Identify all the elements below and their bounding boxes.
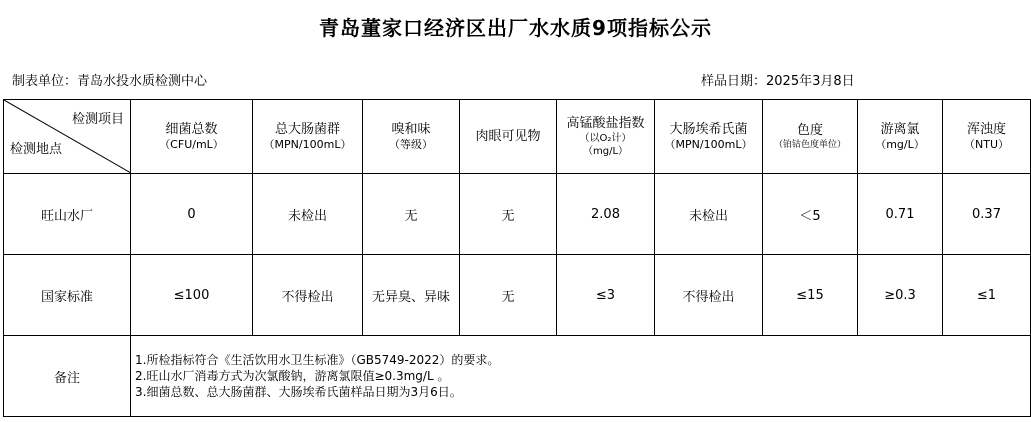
- table-cell: ＜5: [763, 174, 858, 255]
- corner-bottom-label: 检测地点: [10, 142, 63, 157]
- col-header-color: 色度 （铂钴色度单位）: [763, 100, 858, 174]
- table-cell: 不得检出: [253, 255, 363, 336]
- table-cell: 0.71: [858, 174, 943, 255]
- table-row: [4, 174, 1031, 255]
- table-cell: 无: [363, 174, 460, 255]
- col-header-permanganate: 高锰酸盐指数 （以O₂计） （mg/L）: [557, 100, 655, 174]
- col-header-ecoli: 大肠埃希氏菌 （MPN/100mL）: [655, 100, 763, 174]
- table-cell: 未检出: [253, 174, 363, 255]
- col-header-odor: 嗅和味 （等级）: [363, 100, 460, 174]
- col-header-turbidity: 浑浊度 （NTU）: [943, 100, 1031, 174]
- table-cell: ≤15: [763, 255, 858, 336]
- issuing-unit: 制表单位：青岛水投水质检测中心: [12, 74, 208, 89]
- note-line: 3.细菌总数、总大肠菌群、大肠埃希氏菌样品日期为3月6日。: [135, 385, 462, 399]
- table-cell: 2.08: [557, 174, 655, 255]
- col-header-bacteria: 细菌总数 （CFU/mL）: [131, 100, 253, 174]
- row-location: 旺山水厂: [4, 174, 131, 255]
- notes-row: [4, 336, 1031, 417]
- table-cell: 无异臭、异味: [363, 255, 460, 336]
- table-cell: 0: [131, 174, 253, 255]
- table-cell: ≥0.3: [858, 255, 943, 336]
- page-title: 青岛董家口经济区出厂水水质9项指标公示: [319, 16, 712, 40]
- table-row: [4, 255, 1031, 336]
- row-location: 国家标准: [4, 255, 131, 336]
- col-header-coliform: 总大肠菌群 （MPN/100mL）: [253, 100, 363, 174]
- corner-header-cell: [4, 100, 131, 174]
- table-cell: 未检出: [655, 174, 763, 255]
- sample-date: 样品日期：2025年3月8日: [701, 74, 855, 89]
- table-cell: 无: [460, 255, 557, 336]
- water-quality-table: [3, 99, 1031, 417]
- table-cell: 无: [460, 174, 557, 255]
- table-header-row: [4, 100, 1031, 174]
- notes-label: 备注: [4, 336, 131, 417]
- col-header-visible-matter: 肉眼可见物: [460, 100, 557, 174]
- table-cell: 不得检出: [655, 255, 763, 336]
- notes-content: [131, 336, 1031, 417]
- table-cell: ≤3: [557, 255, 655, 336]
- corner-top-label: 检测项目: [71, 112, 124, 127]
- table-cell: ≤1: [943, 255, 1031, 336]
- note-line: 1.所检指标符合《生活饮用水卫生标准》（GB5749-2022）的要求。: [135, 353, 500, 367]
- table-cell: 0.37: [943, 174, 1031, 255]
- table-cell: ≤100: [131, 255, 253, 336]
- col-header-free-chlorine: 游离氯 （mg/L）: [858, 100, 943, 174]
- note-line: 2.旺山水厂消毒方式为次氯酸钠，游离氯限值≥0.3mg/L 。: [135, 369, 450, 383]
